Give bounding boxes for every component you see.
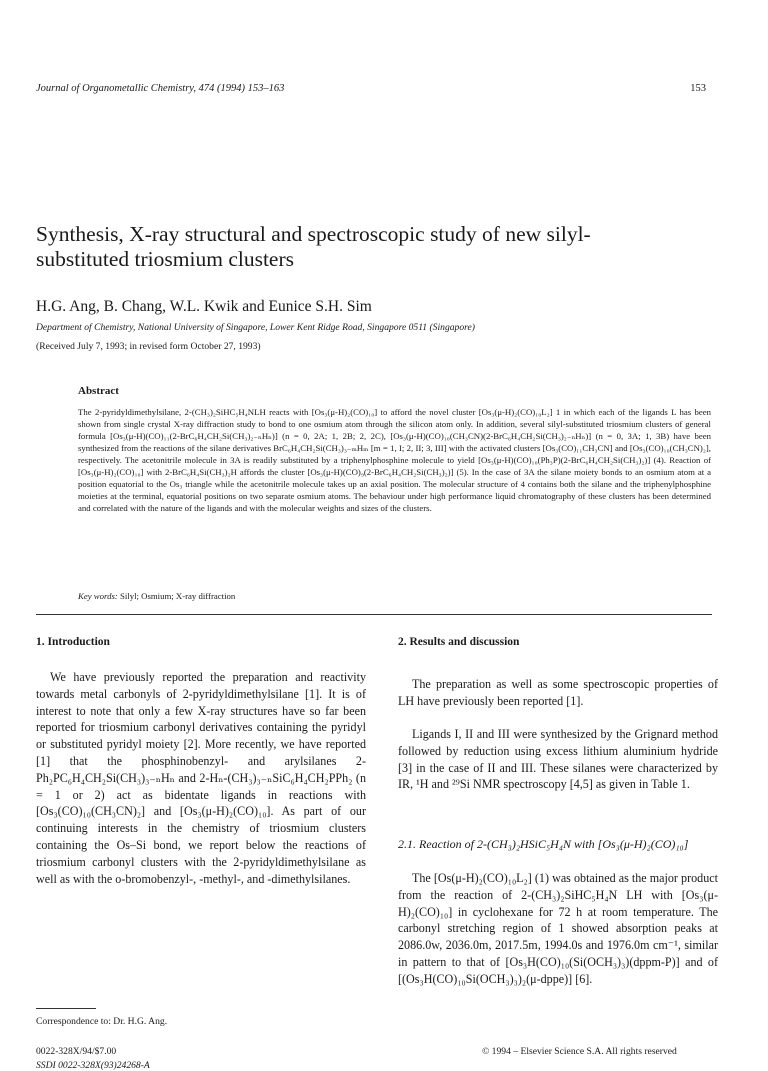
results-paragraph-2: Ligands I, II and III were synthesized by the Grignard method followed by reduction using excess lithium aluminium hydride [3] in the case of II and III. These silanes were characterized by IR, ¹H and ²⁹Si NMR spectroscopy [4,5] as given in Table 1. [398,727,718,792]
author-list: H.G. Ang, B. Chang, W.L. Kwik and Eunice S.H. Sim [36,298,372,315]
keywords-label: Key words: [78,591,118,601]
article-title: Synthesis, X-ray structural and spectroscopic study of new silyl-substituted triosmium clusters [36,222,591,271]
intro-paragraph: We have previously reported the preparation and reactivity towards metal carbonyls of 2-pyridyldimethylsilane [1]. It is of interest to note that only a few X-ray structures have so far been reported for triosmium carbonyl derivatives containing the pyridyl or substituted pyridyl moiety [2]. More recently, we have reported [1] that the phosphinobenzyl- and arylsilanes 2-Ph₂PC₆H₄CH₂Si(CH₃)₃₋ₙHₙ and 2-Hₙ-(CH₃)₃₋ₙSiC₆H₄CH₂PPh₂ (n = 1 or 2) act as bidentate ligands in reactions with [Os₃(CO)₁₀(CH₃CN)₂] and [Os₃(μ-H)₂(CO)₁₀]. As part of our continuing interests in the chemistry of triosmium clusters containing the Os–Si bond, we report below the reactions of triosmium carbonyl clusters with the 2-pyridyldimethylsilane as well as with the o-bromobenzyl-, -methyl-, and -dimethylsilanes. [36,670,366,886]
keywords [78,591,235,601]
journal-citation: Journal of Organometallic Chemistry, 474 (1994) 153–163 [36,83,285,94]
issn-price: 0022-328X/94/$7.00 [36,1046,117,1057]
subsection-paragraph: The [Os(μ-H)₂(CO)₁₀L₂] (1) was obtained as the major product from the reaction of 2-(CH₃)₂SiHC₅H₄N LH with [Os₃(μ-H)₂(CO)₁₀] in cyclohexane for 72 h at room temperature. The carbonyl stretching region of 1 showed absorption peaks at 2086.0w, 2036.0m, 2017.5m, 1994.0s and 1976.0m cm⁻¹, similar in pattern to that of [Os₃H(CO)₁₀(Si(OCH₃)₃)(dppm-P)] and of [(Os₃H(CO)₁₀Si(OCH₃)₃)₂(μ-dppe)] [6]. [398,871,718,986]
page-number: 153 [690,83,706,94]
results-paragraph-1: The preparation as well as some spectroscopic properties of LH have previously been reported [1]. [398,677,718,708]
results-heading: 2. Results and discussion [398,636,520,648]
affiliation: Department of Chemistry, National University of Singapore, Lower Kent Ridge Road, Singapore 0511 (Singapore) [36,322,475,333]
copyright-notice: © 1994 – Elsevier Science S.A. All rights reserved [482,1046,677,1057]
keywords-list: Silyl; Osmium; X-ray diffraction [119,591,236,601]
abstract-heading: Abstract [78,385,119,397]
ssdi-code: SSDI 0022-328X(93)24268-A [36,1060,150,1071]
intro-heading: 1. Introduction [36,636,110,648]
section-divider [36,614,712,615]
received-dates: (Received July 7, 1993; in revised form October 27, 1993) [36,341,261,352]
subsection-heading: 2.1. Reaction of 2-(CH₃)₂HSiC₅H₄N with [Os₃(μ-H)₂(CO)₁₀] [398,837,689,851]
correspondence-note: Correspondence to: Dr. H.G. Ang. [36,1016,168,1027]
footnote-rule [36,1008,96,1009]
abstract-text: The 2-pyridyldimethylsilane, 2-(CH₃)₂SiHC₅H₄NLH reacts with [Os₃(μ-H)₂(CO)₁₀] to afford the novel cluster [Os₃(μ-H)₂(CO)₁₀L₂] 1 in which each of the ligands L has been shown from single crystal X-ray diffraction study to bond to one osmium atom through the silicon atom only. In addition, several silyl-substituted triosmium clusters of general formula [Os₃(μ-H)(CO)₁₁(2-BrC₆H₄CH₂Si(CH₃)₂₋ₙHₙ)] (n = 0, 2A; 1, 2B; 2, 2C), [Os₃(μ-H)(CO)₁₀(CH₃CN)(2-BrC₆H₄CH₂Si(CH₃)₂₋ₙHₙ)] (n = 0, 3A; 1, 3B) have been synthesized from the reactions of the silane derivatives BrC₆H₄CH₂Si(CH₃)₃₋ₘHₘ [m = 1, I; 2, II; 3, III] with the activated clusters [Os₃(CO)₁₁CH₃CN] and [Os₃(CO)₁₀(CH₃CN)₂], respectively. The acetonitrile molecule in 3A is readily substituted by a triphenylphosphine molecule to yield [Os₃(μ-H)(CO)₁₀(Ph₃P)(2-BrC₆H₄CH₂Si(CH₃)₂)] (4). Reaction of [Os₃(μ-H)₂(CO)₁₀] with 2-BrC₆H₄Si(CH₃)₂H affords the cluster [Os₃(μ-H)(CO)₉(2-BrC₆H₄CH₂Si(CH₃)₂)] (5). In the case of 3A the silane moiety bonds to an osmium atom at a position equatorial to the Os₃ triangle while the acetonitrile molecule takes up an axial position. The molecular structure of 4 contains both the silane and the triphenylphosphine moieties at the terminal, equatorial positions on two separate osmium atoms. The behaviour under high performance liquid chromatography of these clusters has been determined and correlated with the nature of the ligands and with the molecular weights and sizes of the clusters. [78,407,711,513]
